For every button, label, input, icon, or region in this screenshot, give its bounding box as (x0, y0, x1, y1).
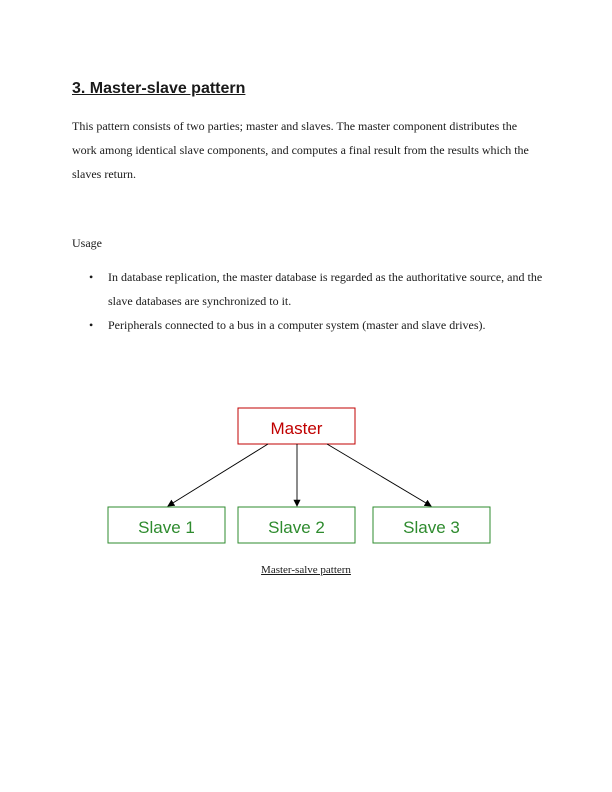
usage-list (72, 265, 544, 337)
master-box (238, 408, 355, 444)
bullet-icon: • (89, 270, 94, 284)
slave-label-2: Slave 2 (268, 518, 325, 537)
usage-item (72, 265, 544, 313)
master-label: Master (270, 419, 323, 438)
bullet-icon: • (89, 318, 94, 332)
master-slave-diagram (100, 400, 500, 550)
usage-label: Usage (72, 236, 102, 250)
description-paragraph: This pattern consists of two parties; master and slaves. The master component distributes the work among identical slave components, and computes a final result from the results which the slaves return. (72, 119, 529, 181)
usage-item-text: In database replication, the master database is regarded as the authoritative source, and the slave databases are synchronized to it. (108, 270, 543, 308)
slave-label-1: Slave 1 (138, 518, 195, 537)
slave-box-3 (373, 507, 490, 543)
arrow-to-slave-1 (168, 444, 268, 506)
usage-item-text: Peripherals connected to a bus in a computer system (master and slave drives). (108, 318, 486, 332)
slave-label-3: Slave 3 (403, 518, 460, 537)
slave-box-1 (108, 507, 225, 543)
arrow-to-slave-3 (327, 444, 431, 506)
slave-box-2 (238, 507, 355, 543)
figure-caption: Master-salve pattern (261, 564, 351, 576)
section-heading: 3. Master-slave pattern (72, 80, 246, 97)
usage-item (72, 313, 544, 337)
